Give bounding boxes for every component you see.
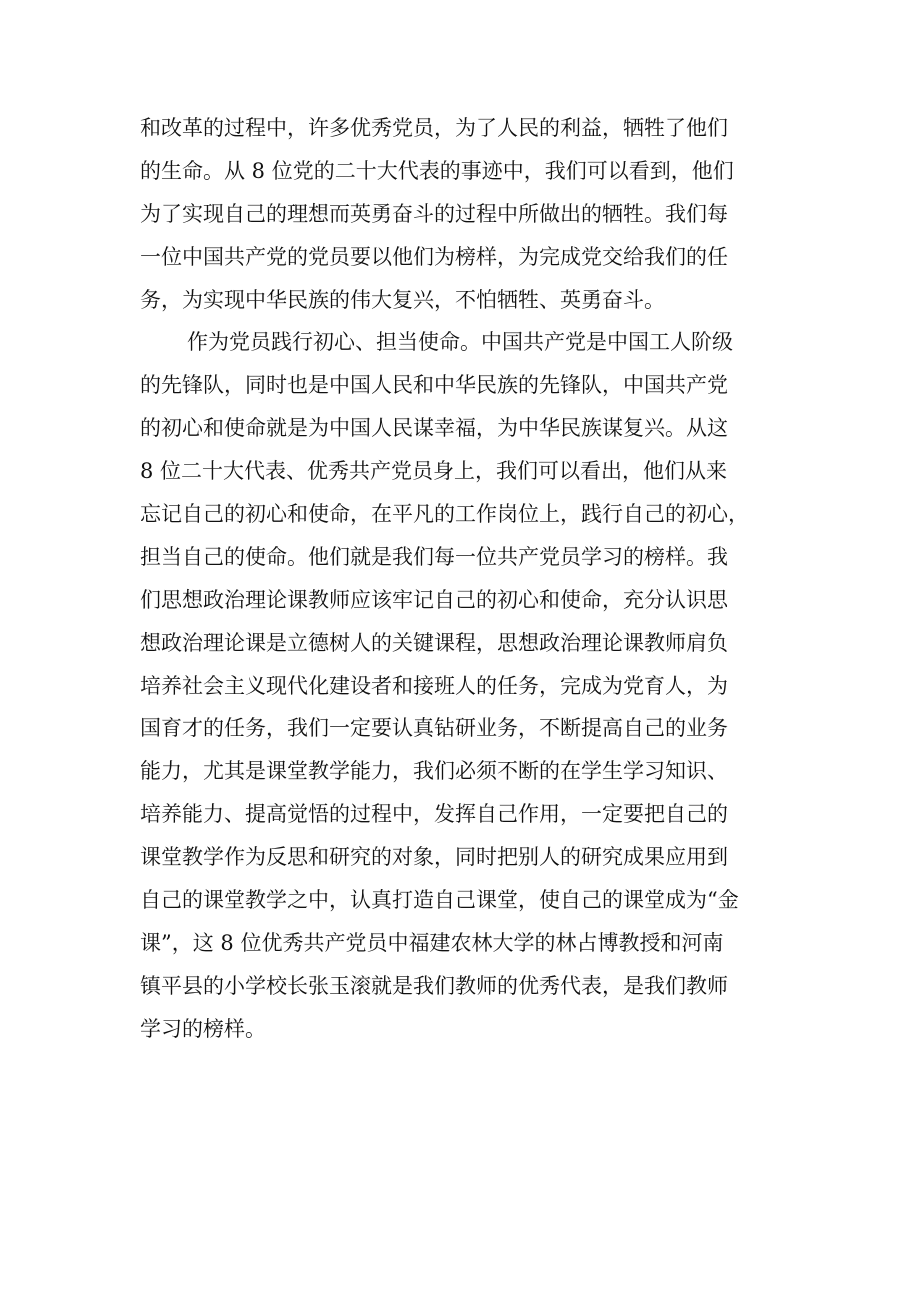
text-line: 的生命。从 8 位党的二十大代表的事迹中，我们可以看到，他们 <box>140 158 734 183</box>
text-line: 的先锋队，同时也是中国人民和中华民族的先锋队，中国共产党 <box>140 373 728 398</box>
text-line: 想政治理论课是立德树人的关键课程，思想政治理论课教师肩负 <box>140 630 728 655</box>
paragraph-1 <box>140 107 780 321</box>
text-line: 课”，这 8 位优秀共产党员中福建农林大学的林占博教授和河南 <box>140 930 724 955</box>
text-line: 和改革的过程中，许多优秀党员，为了人民的利益，牺牲了他们 <box>140 116 728 140</box>
text-line: 的初心和使命就是为中国人民谋幸福，为中华民族谋复兴。从这 <box>140 416 728 441</box>
text-line: 忘记自己的初心和使命，在平凡的工作岗位上，践行自己的初心， <box>140 502 749 527</box>
text-line: 国育才的任务，我们一定要认真钻研业务，不断提高自己的业务 <box>140 716 728 741</box>
text-line: 们思想政治理论课教师应该牢记自己的初心和使命，充分认识思 <box>140 587 728 612</box>
text-line: 自己的课堂教学之中，认真打造自己课堂，使自己的课堂成为“金 <box>140 888 739 913</box>
text-line: 学习的榜样。 <box>140 1016 266 1041</box>
text-line: 能力，尤其是课堂教学能力，我们必须不断的在学生学习知识、 <box>140 759 728 784</box>
paragraph-2 <box>140 321 780 1050</box>
text-line: 一位中国共产党的党员要以他们为榜样，为完成党交给我们的任 <box>140 244 728 269</box>
text-line: 务，为实现中华民族的伟大复兴，不怕牺牲、英勇奋斗。 <box>140 287 665 312</box>
text-line: 培养能力、提高觉悟的过程中，发挥自己作用，一定要把自己的 <box>140 802 728 827</box>
text-line: 课堂教学作为反思和研究的对象，同时把别人的研究成果应用到 <box>140 845 728 870</box>
text-line: 镇平县的小学校长张玉滚就是我们教师的优秀代表，是我们教师 <box>140 973 728 998</box>
text-line: 8 位二十大代表、优秀共产党员身上，我们可以看出，他们从来 <box>140 459 728 484</box>
text-line: 为了实现自己的理想而英勇奋斗的过程中所做出的牺牲。我们每 <box>140 201 728 226</box>
document-body <box>140 107 780 1051</box>
text-line: 担当自己的使命。他们就是我们每一位共产党员学习的榜样。我 <box>140 544 728 569</box>
text-line: 培养社会主义现代化建设者和接班人的任务，完成为党育人，为 <box>140 673 728 698</box>
text-line-first: 作为党员践行初心、担当使命。中国共产党是中国工人阶级 <box>187 330 733 355</box>
